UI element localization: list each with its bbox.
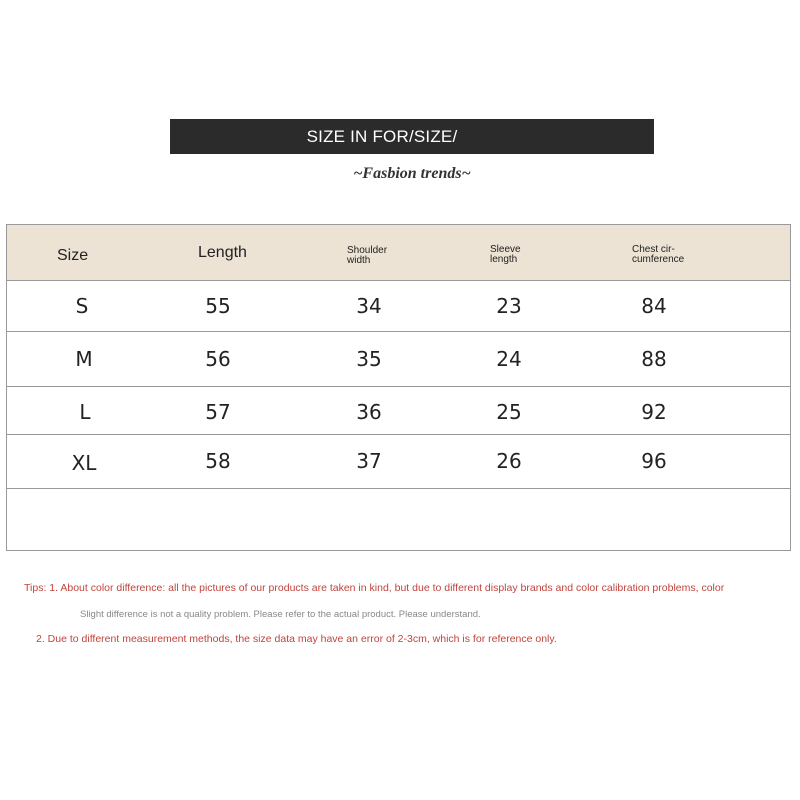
cell-shoulder: 37 [356,449,382,473]
cell-sleeve: 24 [496,347,522,371]
cell-chest: 84 [641,294,667,318]
cell-length: 57 [205,400,231,424]
cell-chest: 92 [641,400,667,424]
cell-sleeve: 26 [496,449,522,473]
cell-size: XL [71,451,97,475]
cell-length: 58 [205,449,231,473]
header-shoulder-width [347,246,387,266]
cell-shoulder: 36 [356,400,382,424]
cell-size: S [75,294,89,318]
header-sleeve-line1: Sleeve [490,244,521,255]
table-header [7,225,790,281]
header-shoulder-line1: Shoulder [347,245,388,256]
header-chest-line2: cumference [632,254,685,265]
table-row [7,280,790,332]
header-chest-line1: Chest cir- [632,244,675,255]
header-sleeve-line2: length [490,254,518,265]
tips-line-1: Tips: 1. About color difference: all the pictures of our products are taken in kind, but due to different display brands and color calibration problems, color [24,582,725,594]
cell-shoulder: 35 [356,347,382,371]
tips-line-3: 2. Due to different measurement methods, the size data may have an error of 2-3cm, which is for reference only. [36,633,557,645]
cell-sleeve: 23 [496,294,522,318]
table-row [7,434,790,489]
header-chest-circumference [632,245,684,265]
cell-length: 56 [205,347,231,371]
subtitle: ~Fasbion trends~ [353,165,471,182]
cell-shoulder: 34 [356,294,382,318]
cell-sleeve: 25 [496,400,522,424]
cell-chest: 96 [641,449,667,473]
table-row [7,331,790,387]
size-chart-banner [170,119,654,154]
cell-length: 55 [205,294,231,318]
cell-size: M [75,347,93,371]
header-shoulder-line2: width [347,255,371,266]
tips-line-2: Slight difference is not a quality problem. Please refer to the actual product. Please understand. [80,609,481,620]
header-sleeve-length [490,245,521,265]
cell-size: L [79,400,91,424]
header-length: Length [198,244,247,261]
table-row [7,386,790,435]
size-table [6,224,791,551]
header-size: Size [57,247,89,264]
cell-chest: 88 [641,347,667,371]
banner-title: SIZE IN FOR/SIZE/ [306,126,458,146]
